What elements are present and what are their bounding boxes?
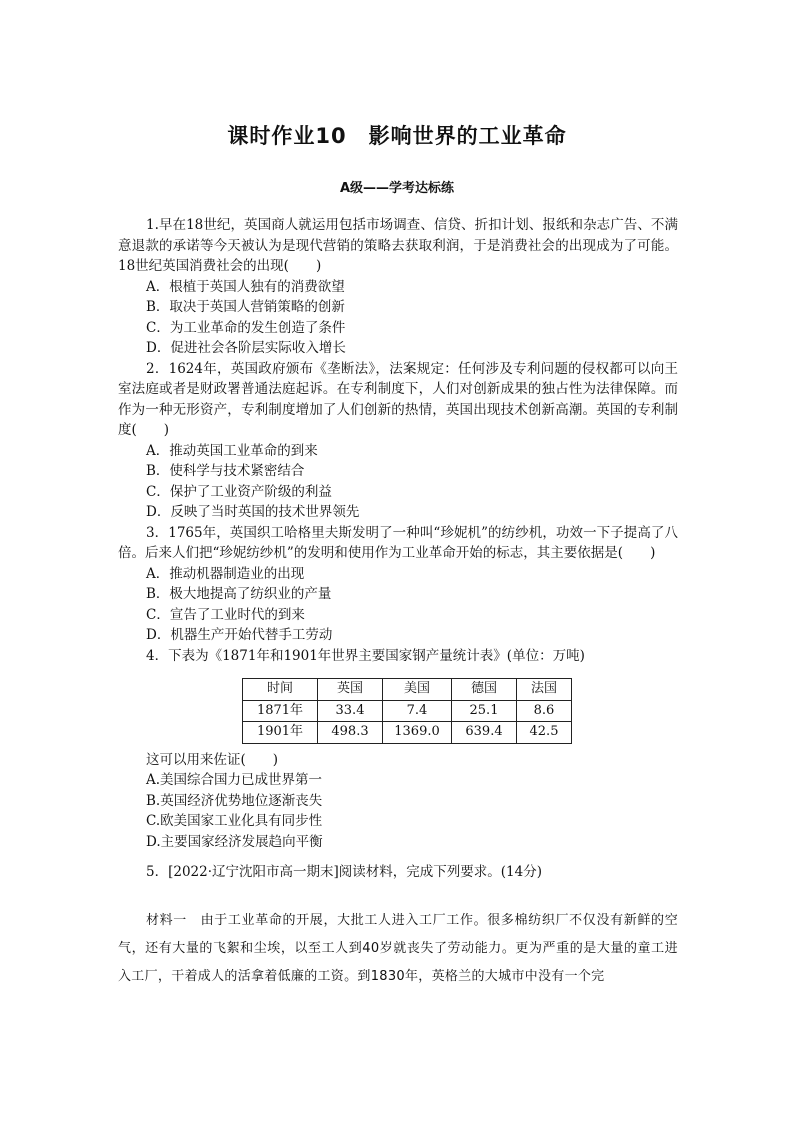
table-row (243, 722, 572, 744)
question-3-option-b: B．极大地提高了纺织业的产量 (146, 586, 332, 602)
question-4-option-c: C.欧美国家工业化具有同步性 (146, 813, 323, 829)
question-1-option-c: C．为工业革命的发生创造了条件 (146, 319, 346, 336)
table-cell: 498.3 (318, 722, 383, 744)
question-3-stem: 3．1765年，英国织工哈格里夫斯发明了一种叫“珍妮机”的纺纱机，功效一下子提高了八倍。后来人们把“珍妮纺纱机”的发明和使用作为工业革命开始的标志，其主要依据是( ) (118, 524, 678, 561)
question-2-option-b: B．使科学与技术紧密结合 (146, 463, 305, 479)
table-cell: 7.4 (383, 700, 452, 722)
table-cell: 1871年 (243, 700, 318, 722)
section-subtitle: A级——学考达标练 (339, 181, 455, 196)
table-header-cell: 时间 (243, 679, 318, 701)
question-content (118, 215, 678, 991)
table-header-cell: 英国 (318, 679, 383, 701)
steel-output-table (242, 678, 572, 744)
question-5-material-1: 材料一 由于工业革命的开展，大批工人进入工厂工作。很多棉纺织厂不仅没有新鲜的空气，还有大量的飞絮和尘埃，以至工人到40岁就丧失了劳动能力。更为严重的是大量的童工进入工厂，干着成人的活拿着低廉的工资。到1830年，英格兰的大城市中没有一个完 (118, 912, 678, 984)
question-2-option-a: A．推动英国工业革命的到来 (146, 442, 318, 459)
question-3-option-a: A．推动机器制造业的出现 (146, 565, 305, 582)
question-3-option-d: D．机器生产开始代替手工劳动 (146, 627, 333, 643)
question-1-option-a: A．根植于英国人独有的消费欲望 (146, 278, 345, 295)
question-1-option-d: D．促进社会各阶层实际收入增长 (146, 340, 346, 356)
page-title: 课时作业10 影响世界的工业革命 (227, 124, 567, 148)
table-cell: 42.5 (517, 722, 572, 744)
question-4-option-d: D.主要国家经济发展趋向平衡 (146, 833, 323, 850)
table-cell: 1369.0 (383, 722, 452, 744)
table-cell: 1901年 (243, 722, 318, 744)
question-4-stem: 4．下表为《1871年和1901年世界主要国家钢产量统计表》(单位：万吨) (146, 647, 585, 664)
table-cell: 639.4 (452, 722, 517, 744)
table-header-cell: 法国 (517, 679, 572, 701)
table-cell: 33.4 (318, 700, 383, 722)
question-1-stem: 1.早在18世纪，英国商人就运用包括市场调查、信贷、折扣计划、报纸和杂志广告、不满意退款的承诺等今天被认为是现代营销的策略去获取利润，于是消费社会的出现成为了可能。18世纪英国消费社会的出现( ) (118, 217, 678, 274)
table-cell: 8.6 (517, 700, 572, 722)
table-header-cell: 美国 (383, 679, 452, 701)
question-2-option-c: C．保护了工业资产阶级的利益 (146, 483, 332, 500)
table-cell: 25.1 (452, 700, 517, 722)
question-4-prompt: 这可以用来佐证( ) (146, 751, 279, 768)
question-2-option-d: D．反映了当时英国的技术世界领先 (146, 504, 360, 520)
question-4-option-b: B.英国经济优势地位逐渐丧失 (146, 792, 323, 809)
question-4-option-a: A.美国综合国力已成世界第一 (146, 772, 323, 788)
question-1-option-b: B．取决于英国人营销策略的创新 (146, 299, 345, 315)
question-2-stem: 2．1624年，英国政府颁布《垄断法》，法案规定：任何涉及专利问题的侵权都可以向王室法庭或者是财政署普通法庭起诉。在专利制度下，人们对创新成果的独占性为法律保障。而作为一种无形资产，专利制度增加了人们创新的热情，英国出现技术创新高潮。英国的专利制度( ) (118, 360, 678, 438)
table-header-cell: 德国 (452, 679, 517, 701)
question-3-option-c: C．宣告了工业时代的到来 (146, 606, 305, 623)
table-header-row (243, 679, 572, 701)
table-row (243, 700, 572, 722)
question-5-stem: 5．[2022·辽宁沈阳市高一期末]阅读材料，完成下列要求。(14分) (146, 864, 542, 880)
